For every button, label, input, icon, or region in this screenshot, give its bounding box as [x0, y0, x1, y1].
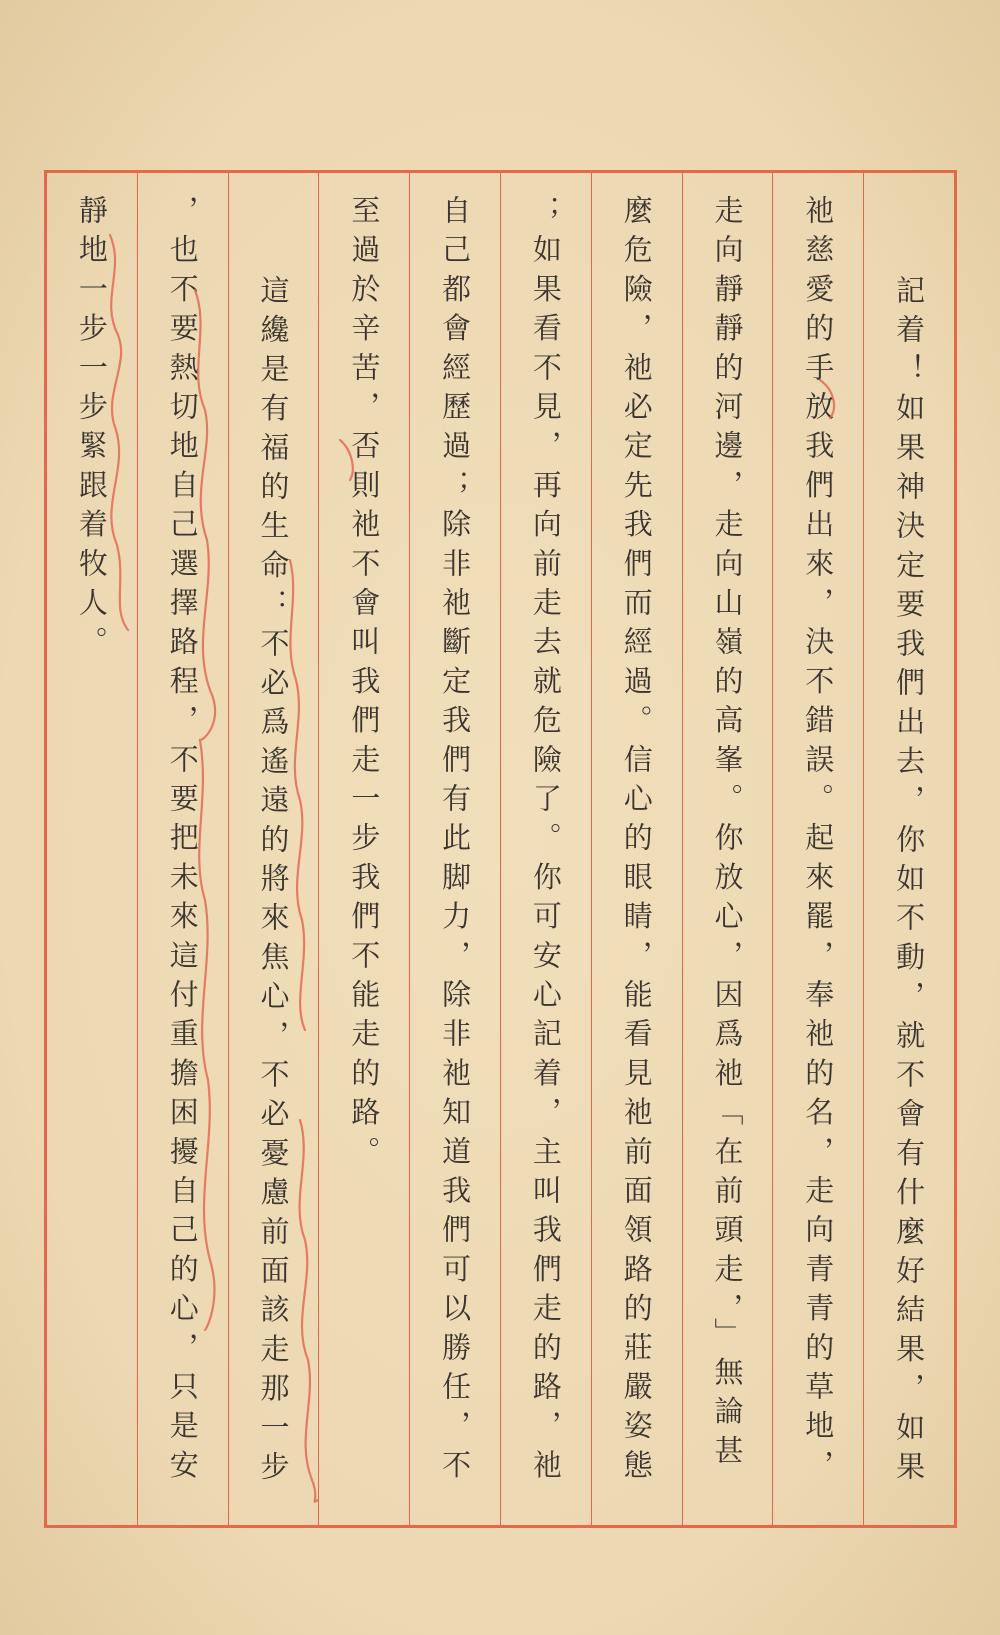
- paragraph-line: 麼危險，祂必定先我們而經過。信心的眼睛，能看見祂前面領路的莊嚴姿態: [619, 195, 654, 1489]
- paragraph-line: 靜地一步一步緊跟着牧人。: [74, 195, 109, 666]
- paragraph-line: ；如果看不見，再向前走去就危險了。你可安心記着，主叫我們走的路，祂: [528, 195, 563, 1489]
- text-column: [591, 173, 682, 1525]
- text-column: [863, 173, 954, 1525]
- paragraph-line: 自己都會經歷過；除非祂斷定我們有此脚力，除非祂知道我們可以勝任，不: [438, 195, 473, 1489]
- paragraph-line: ，也不要熱切地自己選擇路程，不要把未來這付重擔困擾自己的心，只是安: [165, 195, 200, 1489]
- paragraph-line: 祂慈愛的手放我們出來，決不錯誤。起來罷，奉祂的名，走向青青的草地，: [801, 195, 836, 1489]
- text-column: [318, 173, 409, 1525]
- text-column: [500, 173, 591, 1525]
- paragraph-line: 走向靜靜的河邊，走向山嶺的高峯。你放心，因爲祂「在前頭走，」無論甚: [710, 195, 745, 1475]
- text-column: [772, 173, 863, 1525]
- text-column: [47, 173, 137, 1525]
- text-column: [682, 173, 773, 1525]
- paragraph-line: 至過於辛苦，否則祂不會叫我們走一步我們不能走的路。: [347, 195, 382, 1175]
- paragraph-line: 記着！如果神決定要我們出去，你如不動，就不會有什麼好結果，如果: [892, 275, 927, 1491]
- manuscript-grid: [44, 170, 957, 1528]
- text-column: [409, 173, 500, 1525]
- text-column: [228, 173, 319, 1525]
- text-column: [137, 173, 228, 1525]
- paragraph-line: 這纔是有福的生命：不必爲遙遠的將來焦心，不必憂慮前面該走那一步: [256, 275, 291, 1491]
